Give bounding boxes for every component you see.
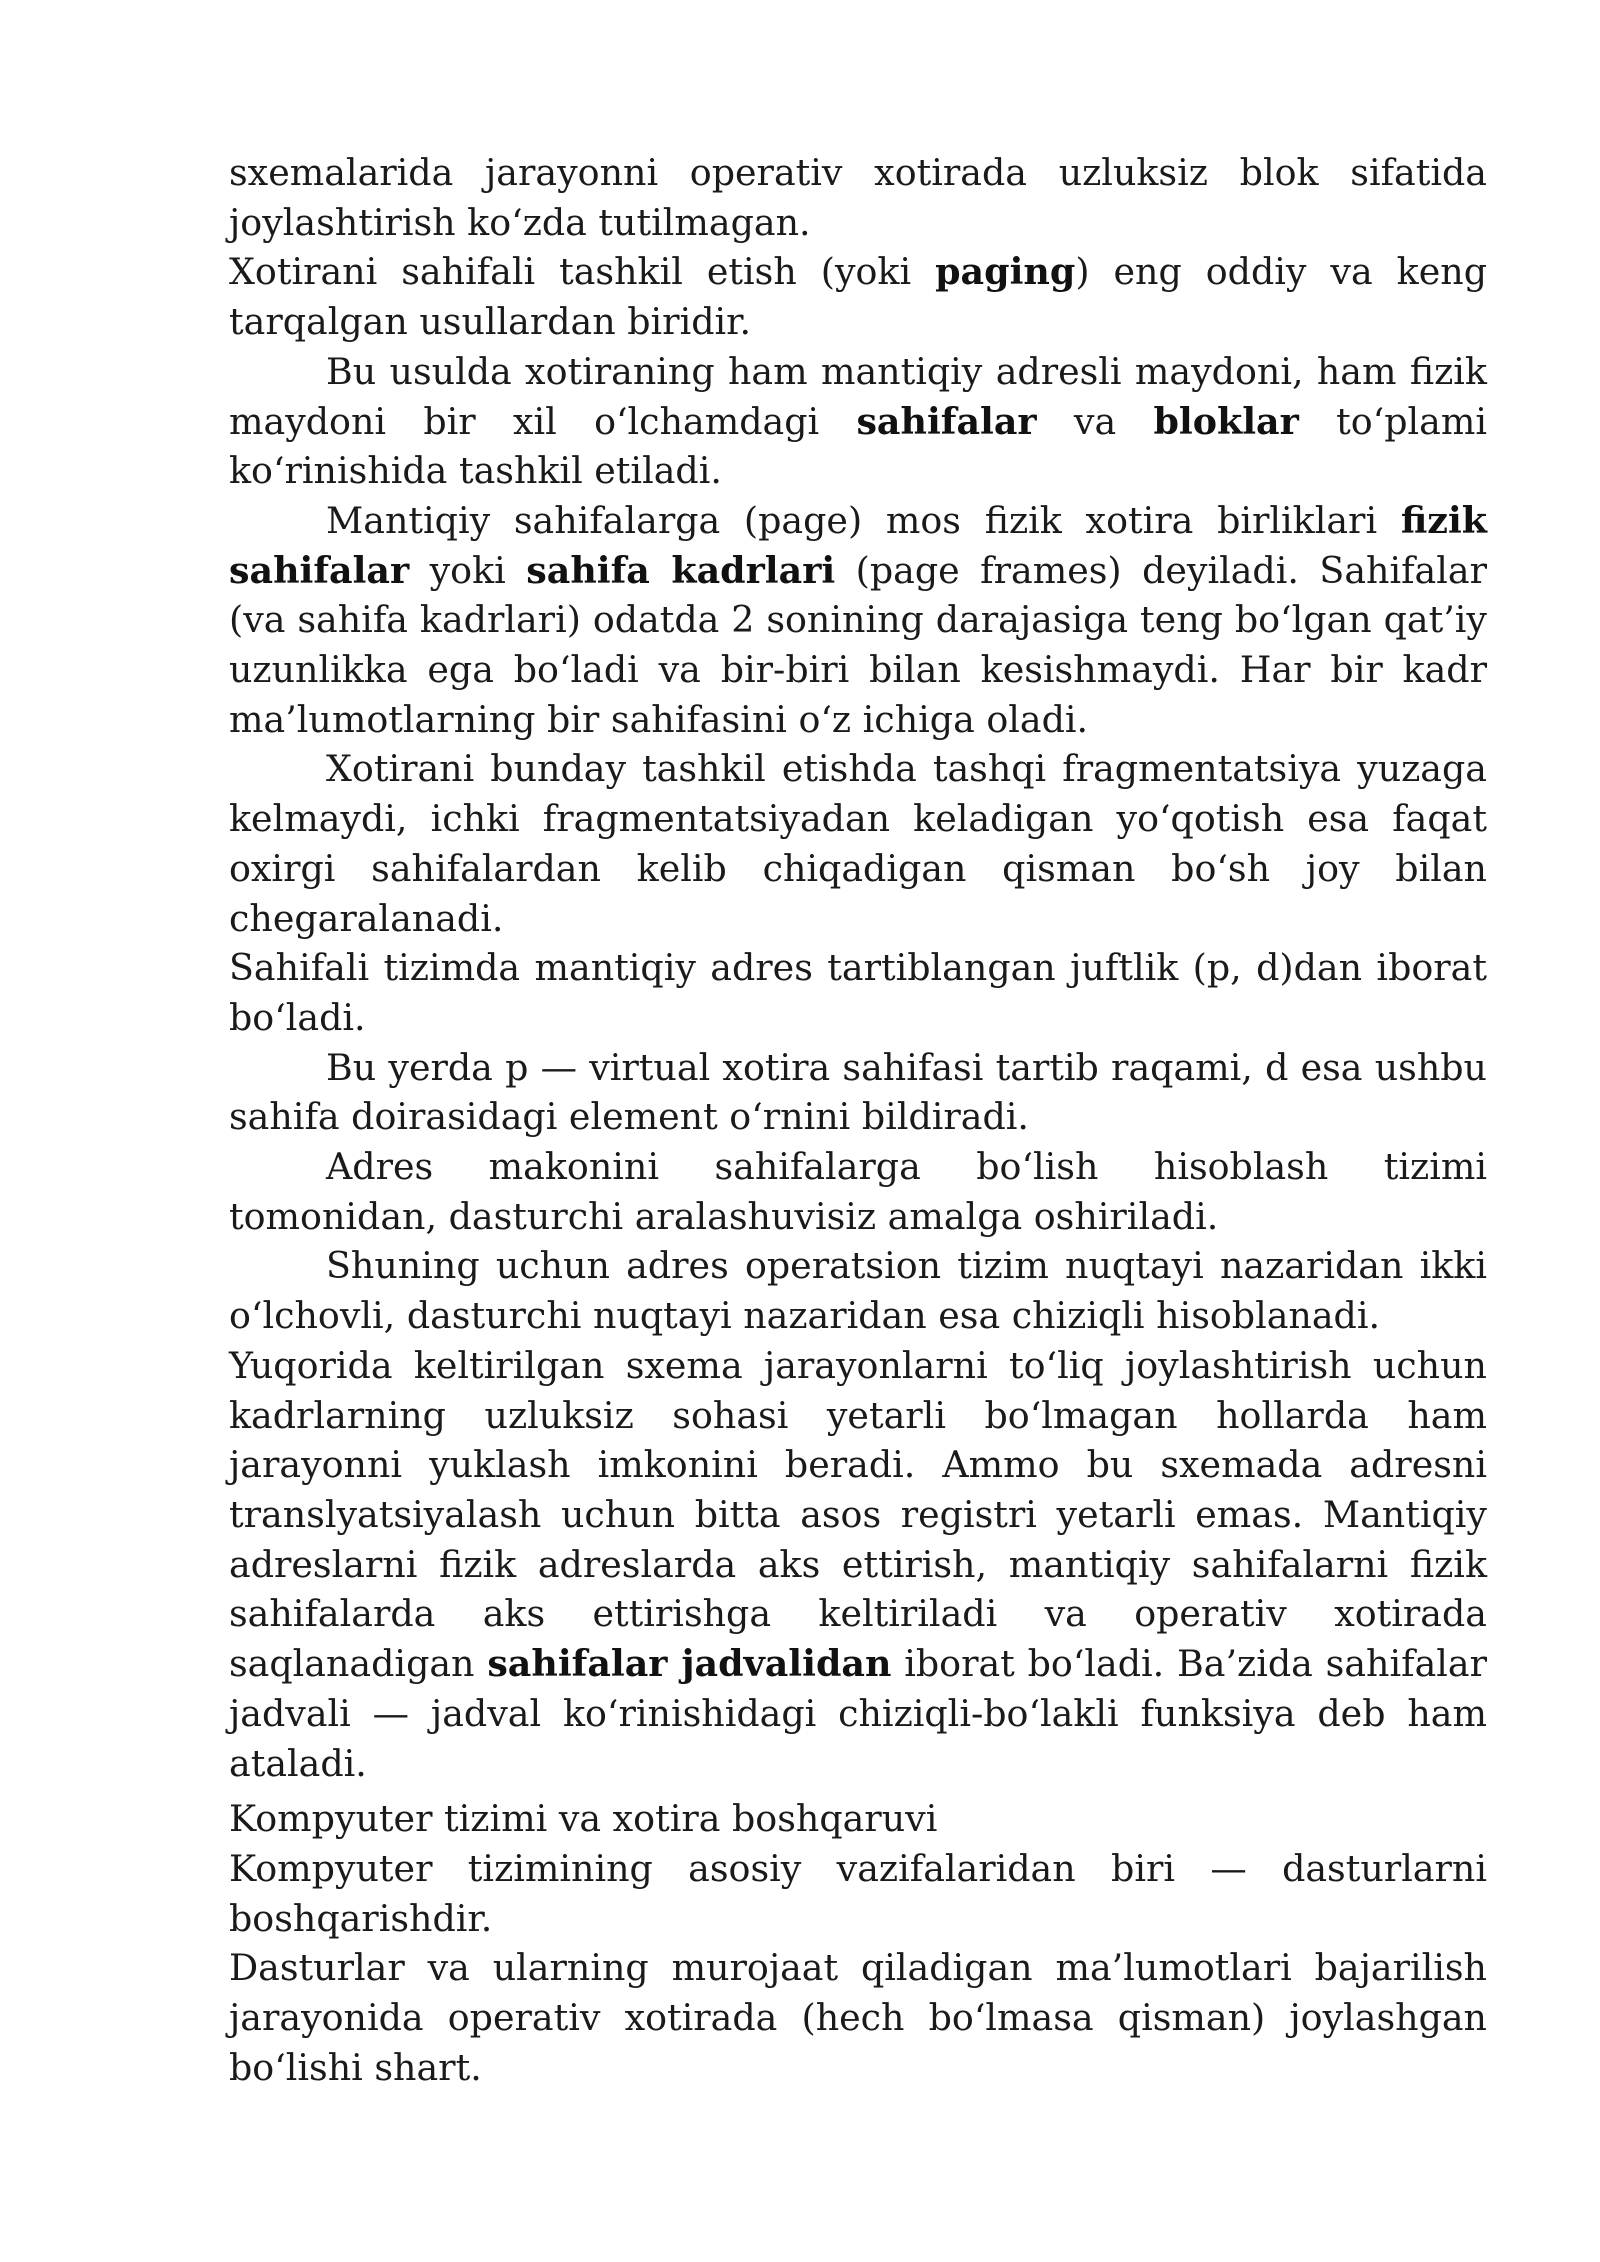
- text-run: Shuning uchun adres operatsion tizim nuqtayi nazaridan ikki o‘lchovli, dasturchi nuqtayi nazaridan esa chiziqli hisoblanadi.: [229, 1244, 1487, 1338]
- text-run: Kompyuter tizimi va xotira boshqaruvi: [229, 1797, 938, 1841]
- text-run: ) eng oddiy va keng tarqalgan usullardan biridir.: [229, 250, 1487, 344]
- text-run: Dasturlar va ularning murojaat qiladigan ma’lumotlari bajarilish jarayonida operativ xotirada (hech bo‘lmasa qisman) joylashgan bo‘lishi shart.: [229, 1946, 1487, 2089]
- paragraph: [229, 1844, 1487, 1943]
- bold-term: sahifalar jadvalidan: [487, 1642, 892, 1686]
- paragraph: [229, 347, 1487, 496]
- text-run: Xotirani bunday tashkil etishda tashqi fragmentatsiya yuzaga kelmaydi, ichki fragmentatsiyadan keladigan yo‘qotish esa faqat oxirgi sahifalardan kelib chiqadigan qisman bo‘sh joy bilan chegaralanadi.: [229, 747, 1487, 940]
- bold-term: bloklar: [1153, 399, 1299, 443]
- paragraph: [229, 744, 1487, 943]
- text-run: Bu yerda p — virtual xotira sahifasi tartib raqami, d esa ushbu sahifa doirasidagi element o‘rnini bildiradi.: [229, 1045, 1487, 1139]
- document-page: [229, 148, 1487, 2092]
- paragraph: [229, 1043, 1487, 1142]
- paragraph: [229, 1794, 1487, 1844]
- paragraph: [229, 148, 1487, 247]
- text-run: Xotirani sahifali tashkil etish (yoki: [229, 250, 936, 294]
- text-run: iborat bo‘ladi. Ba’zida sahifalar jadvali — jadval ko‘rinishidagi chiziqli-bo‘lakli funksiya deb ham ataladi.: [229, 1642, 1488, 1785]
- paragraph: [229, 496, 1487, 745]
- text-run: sxemalarida jarayonni operativ xotirada uzluksiz blok sifatida joylashtirish ko‘zda tutilmagan.: [229, 151, 1487, 244]
- text-run: yoki: [409, 548, 527, 592]
- paragraph: [229, 1241, 1487, 1340]
- bold-term: fizik sahifalar: [229, 498, 1487, 592]
- bold-term: paging: [935, 250, 1076, 294]
- bold-term: sahifa kadrlari: [526, 548, 836, 592]
- text-run: to‘plami ko‘rinishida tashkil etiladi.: [229, 399, 1487, 493]
- paragraph: [229, 1142, 1487, 1241]
- document-body: [229, 148, 1487, 2092]
- text-run: Yuqorida keltirilgan sxema jarayonlarni to‘liq joylashtirish uchun kadrlarning uzluksiz sohasi yetarli bo‘lmagan hollarda ham jarayonni yuklash imkonini beradi. Ammo bu sxemada adresni translyatsiyalash uchun bitta asos registri yetarli emas. Mantiqiy adreslarni fizik adreslarda aks ettirish, mantiqiy sahifalarni fizik sahifalarda aks ettirishga keltiriladi va operativ xotirada saqlanadigan: [229, 1343, 1487, 1686]
- text-run: Mantiqiy sahifalarga (page) mos fizik xotira birliklari: [326, 498, 1401, 542]
- text-run: Kompyuter tizimining asosiy vazifalaridan biri — dasturlarni boshqarishdir.: [229, 1846, 1487, 1940]
- bold-term: sahifalar: [856, 399, 1037, 443]
- paragraph: [229, 1943, 1487, 2092]
- text-run: (page frames) deyiladi. Sahifalar (va sahifa kadrlari) odatda 2 sonining darajasiga teng bo‘lgan qat’iy uzunlikka ega bo‘ladi va bir-biri bilan kesishmaydi. Har bir kadr ma’lumotlarning bir sahifasini o‘z ichiga oladi.: [229, 548, 1487, 741]
- paragraph: [229, 943, 1487, 1042]
- text-run: Sahifali tizimda mantiqiy adres tartiblangan juftlik (p, d)dan iborat bo‘ladi.: [229, 946, 1487, 1039]
- paragraph: [229, 247, 1487, 346]
- text-run: Bu usulda xotiraning ham mantiqiy adresli maydoni, ham fizik maydoni bir xil o‘lchamdagi: [229, 349, 1487, 443]
- text-run: Adres makonini sahifalarga bo‘lish hisoblash tizimi tomonidan, dasturchi aralashuvisiz amalga oshiriladi.: [229, 1145, 1487, 1238]
- paragraph: [229, 1341, 1487, 1788]
- text-run: va: [1036, 399, 1154, 443]
